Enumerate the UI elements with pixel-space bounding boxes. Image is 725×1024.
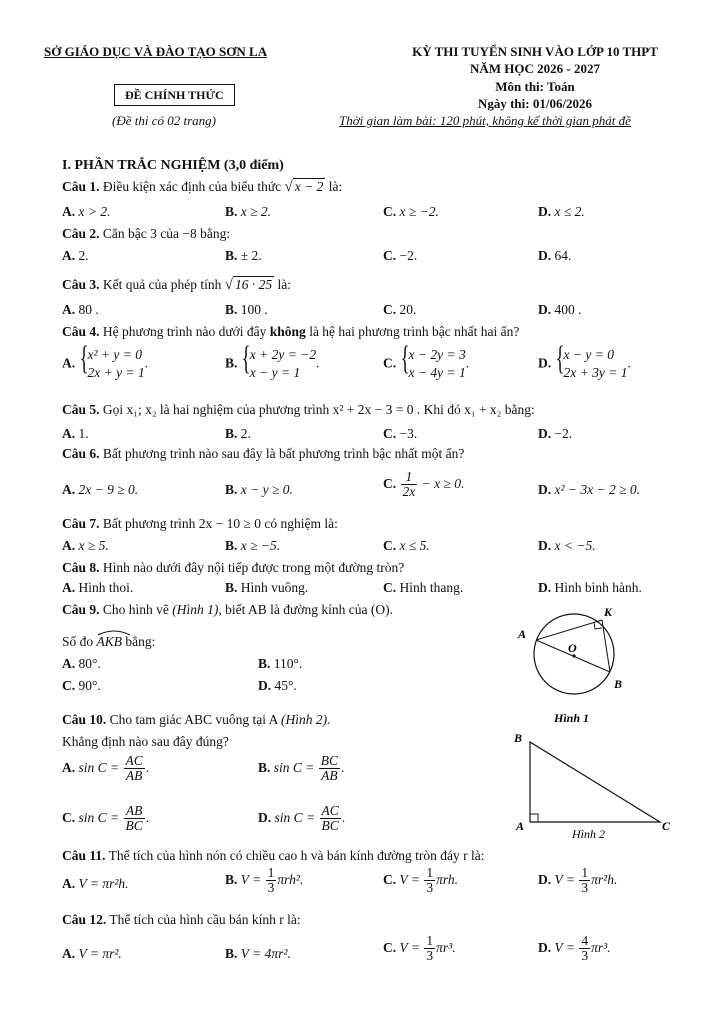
question-3: Câu 3. Kết quả của phép tính √ 16 · 25 là:	[62, 277, 291, 293]
question-1: Câu 1. Điều kiện xác định của biểu thức √ x − 2 là:	[62, 179, 343, 195]
q10-option-a: A. sin C = $\frac{AC}{AB}$ .	[62, 753, 150, 784]
page-count: (Đề thi có 02 trang)	[112, 113, 216, 128]
right-angle-mark	[594, 622, 602, 629]
label-b2: B	[514, 731, 523, 745]
q3-option-c: C. 20.	[383, 302, 417, 317]
q4-option-a: A. { x² + y = 0 2x + y = 1 .	[62, 346, 148, 382]
q6-option-b: B. x − y ≥ 0.	[225, 482, 293, 497]
q8-option-c: C. Hình thang.	[383, 580, 464, 595]
q6-option-a: A. 2x − 9 ≥ 0.	[62, 482, 139, 497]
question-2: Câu 2. Căn bậc 3 của −8 bằng:	[62, 226, 231, 241]
q4-option-c: C. { x − 2y = 3 x − 4y = 1 .	[383, 346, 469, 382]
q1-option-d: D. x ≤ 2.	[538, 204, 585, 219]
q11-option-a: A. V = πr²h.	[62, 876, 129, 891]
q2-option-d: D. 64.	[538, 248, 572, 263]
figure-2-caption: Hình 2	[572, 827, 605, 841]
q11-option-b: B. V = $\frac{1}{3}$ πrh².	[225, 865, 304, 896]
label-k: K	[604, 605, 613, 619]
q5-option-a: A. 1.	[62, 426, 89, 441]
q1-option-c: C. x ≥ −2.	[383, 204, 439, 219]
question-8: Câu 8. Hình nào dưới đây nội tiếp được trong một đường tròn?	[62, 560, 405, 575]
question-6: Câu 6. Bất phương trình nào sau đây là bất phương trình bậc nhất một ẩn?	[62, 446, 465, 461]
exam-title: KỲ THI TUYỂN SINH VÀO LỚP 10 THPT	[412, 44, 658, 59]
q10-option-d: D. sin C = $\frac{AC}{BC}$ .	[258, 803, 346, 834]
q6-option-c: C. $\frac{1}{2x}$ − x ≥ 0.	[383, 469, 465, 500]
exam-date: Ngày thi: 01/06/2026	[477, 96, 593, 111]
figure-1-caption: Hình 1	[554, 711, 590, 725]
department-name: SỞ GIÁO DỤC VÀ ĐÀO TẠO SƠN LA	[44, 44, 268, 59]
q9-option-d: D. 45°.	[258, 678, 297, 693]
q10-option-b: B. sin C = $\frac{BC}{AB}$ .	[258, 753, 345, 784]
figure-2-triangle	[508, 728, 688, 846]
label-a: A	[518, 627, 527, 641]
q7-option-c: C. x ≤ 5.	[383, 538, 430, 553]
q11-option-c: C. V = $\frac{1}{3}$ πrh.	[383, 865, 459, 896]
triangle-abc	[530, 742, 660, 822]
q8-option-b: B. Hình vuông.	[225, 580, 309, 595]
segment-ak	[536, 620, 602, 640]
q9-line2: Số đo AKB bằng:	[62, 634, 155, 650]
q12-option-d: D. V = $\frac{4}{3}$ πr³.	[538, 933, 611, 964]
q8-option-a: A. Hình thoi.	[62, 580, 134, 595]
q3-option-b: B. 100 .	[225, 302, 268, 317]
question-4: Câu 4. Hệ phương trình nào dưới đây không là hệ hai phương trình bậc nhất hai ẩn?	[62, 324, 520, 339]
exam-time: Thời gian làm bài: 120 phút, không kể thời gian phát đề	[339, 113, 631, 128]
section-title: I. PHẦN TRẮC NGHIỆM (3,0 điểm)	[62, 158, 284, 173]
question-9: Câu 9. Cho hình vẽ (Hình 1), biết AB là đường kính của (O).	[62, 602, 393, 617]
question-7: Câu 7. Bất phương trình 2x − 10 ≥ 0 có nghiệm là:	[62, 516, 338, 531]
q3-option-d: D. 400 .	[538, 302, 582, 317]
official-label: ĐỀ CHÍNH THỨC	[114, 84, 235, 106]
q7-option-d: D. x < −5.	[538, 538, 596, 553]
q4-option-b: B. { x + 2y = −2 x − y = 1 .	[225, 346, 319, 382]
q12-option-b: B. V = 4πr².	[225, 946, 291, 961]
q7-option-b: B. x ≥ −5.	[225, 538, 281, 553]
q7-option-a: A. x ≥ 5.	[62, 538, 109, 553]
q5-option-d: D. −2.	[538, 426, 573, 441]
right-angle-mark-a	[530, 814, 538, 822]
segment-kb	[602, 620, 610, 672]
label-a2: A	[516, 819, 525, 833]
q12-option-c: C. V = $\frac{1}{3}$ πr³.	[383, 933, 456, 964]
q2-option-c: C. −2.	[383, 248, 418, 263]
q9-option-b: B. 110°.	[258, 656, 303, 671]
question-5: Câu 5. Gọi x₁; x₂ là hai nghiệm của phương trình x² + 2x − 3 = 0 . Khi đó x₁ + x₂ bằng:	[62, 402, 535, 417]
question-11: Câu 11. Thể tích của hình nón có chiều cao h và bán kính đường tròn đáy r là:	[62, 848, 485, 863]
label-b: B	[614, 677, 623, 691]
q3-option-a: A. 80 .	[62, 302, 99, 317]
arc-symbol	[97, 630, 131, 636]
q2-option-b: B. ± 2.	[225, 248, 262, 263]
label-o: O	[568, 641, 577, 655]
q6-option-d: D. x² − 3x − 2 ≥ 0.	[538, 482, 641, 497]
q10-line2: Khẳng định nào sau đây đúng?	[62, 734, 229, 749]
label-c2: C	[662, 819, 671, 833]
q10-option-c: C. sin C = $\frac{AB}{BC}$ .	[62, 803, 150, 834]
q5-option-c: C. −3.	[383, 426, 418, 441]
question-10: Câu 10. Cho tam giác ABC vuông tại A (Hình 2).	[62, 712, 331, 727]
figure-1-circle	[510, 600, 640, 730]
subject: Môn thi: Toán	[495, 79, 575, 94]
q1-option-a: A. x > 2.	[62, 204, 111, 219]
q9-option-c: C. 90°.	[62, 678, 101, 693]
q5-option-b: B. 2.	[225, 426, 251, 441]
q9-option-a: A. 80°.	[62, 656, 101, 671]
q12-option-a: A. V = πr².	[62, 946, 122, 961]
q1-option-b: B. x ≥ 2.	[225, 204, 272, 219]
school-year: NĂM HỌC 2026 - 2027	[470, 61, 600, 76]
q8-option-d: D. Hình bình hành.	[538, 580, 642, 595]
q2-option-a: A. 2.	[62, 248, 89, 263]
q4-option-d: D. { x − y = 0 2x + 3y = 1 .	[538, 346, 631, 382]
q11-option-d: D. V = $\frac{1}{3}$ πr²h.	[538, 865, 618, 896]
question-12: Câu 12. Thể tích của hình cầu bán kính r là:	[62, 912, 301, 927]
